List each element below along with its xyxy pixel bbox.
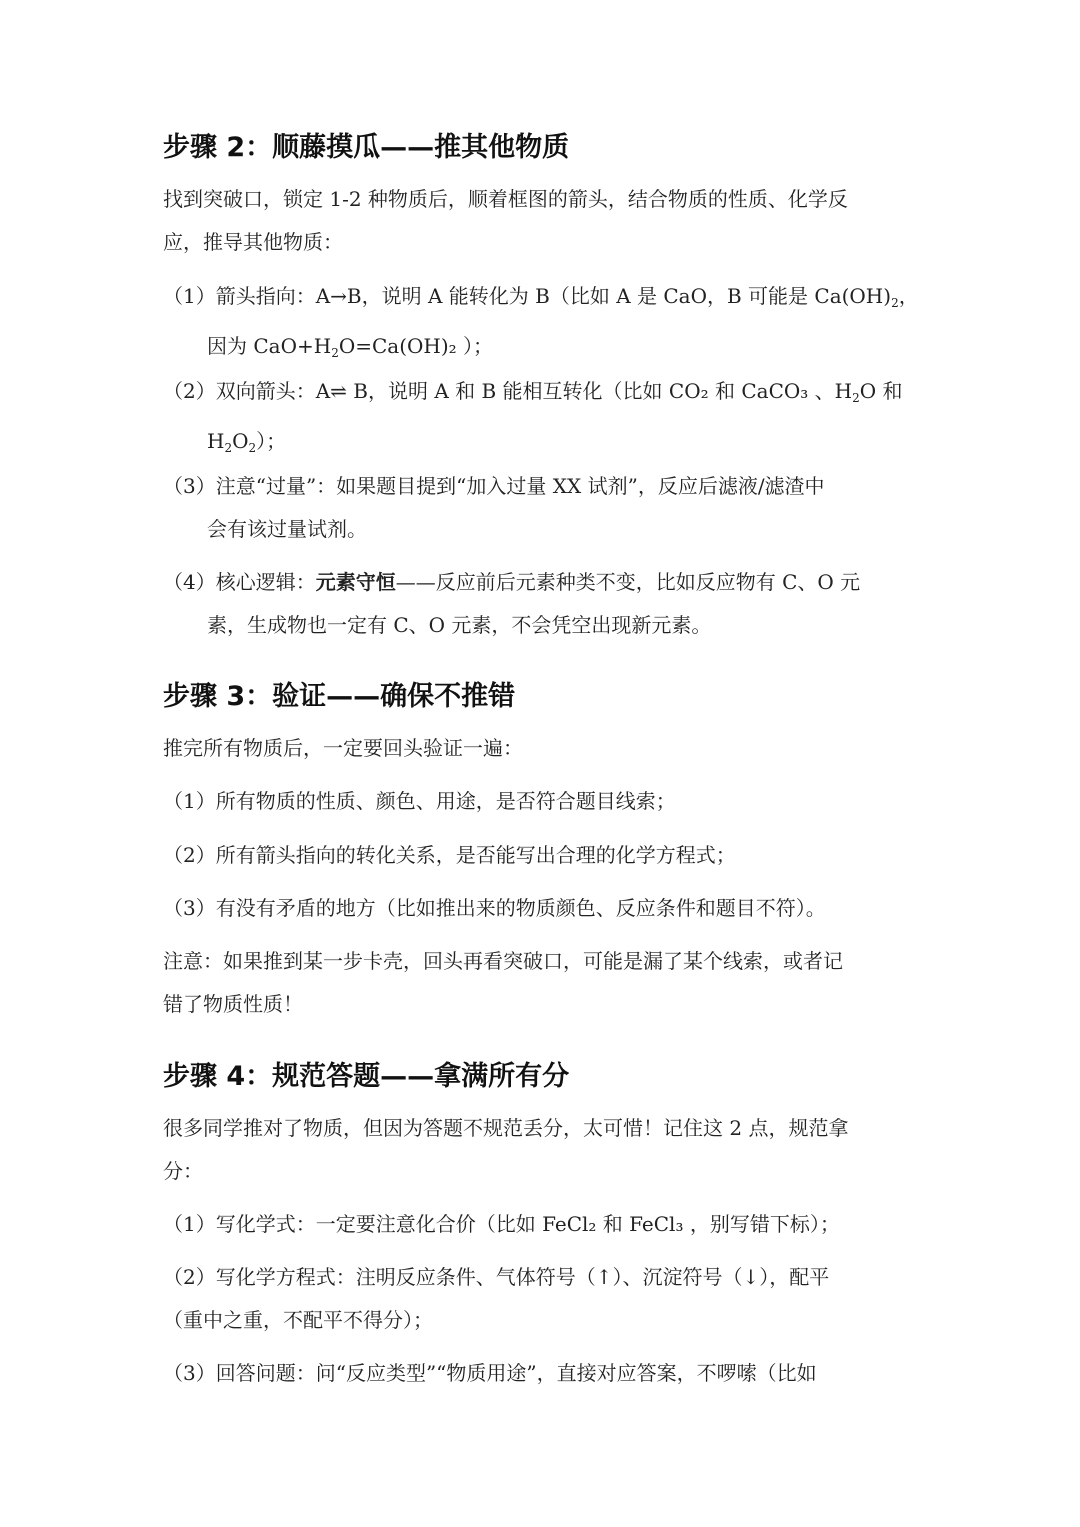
step2-intro <box>163 178 923 264</box>
step2-item2-line1: （2）双向箭头：A⇌ B，说明 A 和 B 能相互转化（比如 CO₂ 和 CaCO₃ 、$H_2O$ 和 <box>163 379 903 405</box>
step2-item1-line2: 因为 $CaO+H_2O=Ca(OH)_2$ ）； <box>207 334 494 360</box>
step2-item-4 <box>163 561 923 647</box>
step3-note-line2: 错了物质性质！ <box>163 992 303 1016</box>
step4-item-1: （1）写化学式：一定要注意化合价（比如 FeCl₂ 和 FeCl₃ ，别写错下标）； <box>163 1212 840 1236</box>
step2-intro-line1: 找到突破口，锁定 1-2 种物质后，顺着框图的箭头，结合物质的性质、化学反 <box>163 187 848 211</box>
step3-note-line1: 注意：如果推到某一步卡壳，回头再看突破口，可能是漏了某个线索，或者记 <box>163 949 843 973</box>
step4-intro-line2: 分： <box>163 1159 203 1183</box>
step2-heading: 步骤 2：顺藤摸瓜——推其他物质 <box>163 132 570 163</box>
step2-intro-line2: 应，推导其他物质： <box>163 230 343 254</box>
step3-item-1: （1）所有物质的性质、颜色、用途，是否符合题目线索； <box>163 789 676 813</box>
step3-heading: 步骤 3：验证——确保不推错 <box>163 681 516 712</box>
step2-item-1 <box>163 275 923 375</box>
step2-item-2 <box>163 370 923 470</box>
step2-item2-line2: $H_2O_2$）； <box>207 429 287 455</box>
step4-item2-line1: （2）写化学方程式：注明反应条件、气体符号（↑）、沉淀符号（↓），配平 <box>163 1265 830 1289</box>
step2-item4-line1: （4）核心逻辑：元素守恒——反应前后元素种类不变，比如反应物有 C、O 元 <box>163 570 861 594</box>
step4-intro-line1: 很多同学推对了物质，但因为答题不规范丢分，太可惜！记住这 2 点，规范拿 <box>163 1116 849 1140</box>
step4-heading: 步骤 4：规范答题——拿满所有分 <box>163 1061 570 1092</box>
element-conservation-emphasis: 元素守恒 <box>315 570 396 594</box>
step2-item1-line1: （1）箭头指向：A→B，说明 A 能转化为 B（比如 A 是 CaO，B 可能是 $Ca(OH)_2$， <box>163 284 919 310</box>
step2-item-3 <box>163 465 923 551</box>
step2-item4-line2: 素，生成物也一定有 C、O 元素，不会凭空出现新元素。 <box>207 613 712 637</box>
step2-item3-line1: （3）注意“过量”：如果题目提到“加入过量 XX 试剂”，反应后滤液/滤渣中 <box>163 474 825 498</box>
step4-intro <box>163 1107 923 1193</box>
step2-item3-line2: 会有该过量试剂。 <box>207 517 367 541</box>
step4-item2-line2: （重中之重，不配平不得分）； <box>163 1308 433 1332</box>
step3-item-2: （2）所有箭头指向的转化关系，是否能写出合理的化学方程式； <box>163 843 736 867</box>
step4-item-3: （3）回答问题：问“反应类型”“物质用途”，直接对应答案，不啰嗦（比如 <box>163 1361 817 1385</box>
step4-item-2 <box>163 1256 923 1342</box>
step3-intro: 推完所有物质后，一定要回头验证一遍： <box>163 736 523 760</box>
step3-item-3: （3）有没有矛盾的地方（比如推出来的物质颜色、反应条件和题目不符）。 <box>163 896 826 920</box>
step3-note <box>163 940 923 1026</box>
